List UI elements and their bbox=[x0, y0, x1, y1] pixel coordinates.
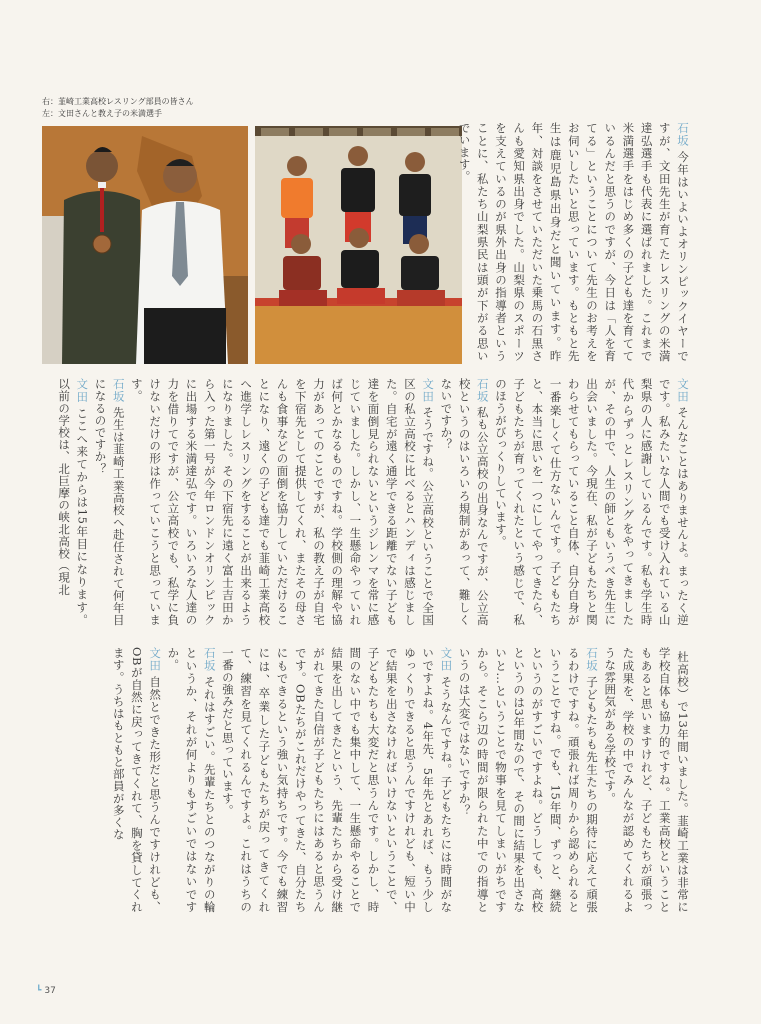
caption-right-photo: 右：韮崎工業高校レスリング部員の皆さん bbox=[42, 97, 194, 106]
article-paragraph bbox=[492, 378, 692, 626]
paragraph-text: それはすごい。先輩たちとのつながりの輪というか、それが何よりもすごいではないですか。 bbox=[166, 647, 217, 914]
article-paragraph bbox=[128, 378, 437, 626]
article-paragraph bbox=[91, 378, 127, 626]
paragraph-text: ここへ来てからは15年目になります。以前の学校は、北巨摩の峡北高校（現北 bbox=[57, 378, 90, 627]
speaker-label: 文田 bbox=[75, 378, 90, 404]
paragraph-text: そうですね。公立高校ということで全国区の私立高校に比べるとハンディは感じました。自宅が遠く通学できる距離でない子ども達を面倒見られないというジレンマを常に感じていました。しかし、一生懸命やっていれば何とかなるものですね。学校側の理解や協力があってのことですが、私の教え子が自宅を下宿先として提供してくれ、またその母さんも食事などの面倒を協力していただけることになり、遠くの子ども達でも韮崎工業高校へ進学しレスリングをすることが出来るようになりました。その下宿先に遠く富士吉田から入った第一号が今年ロンドンオリンピックに出場する米満達弘です。いろいろな人達の力を借りてですが、公立高校でも、私学に負けないだけの形は作っていこうと思っています。 bbox=[129, 378, 436, 626]
page-corner-icon: ┗ bbox=[36, 986, 42, 996]
photo-captions bbox=[42, 96, 194, 120]
paragraph-text: 子どもたちも先生たちの期待に応えて頑張るわけですね。頑張れば周りから認められるということですね。でも、15年間、ずっと、継続というのがすごいですよね。どうしても、高校というのは3年間なので、その間に結果を出さないと…ということで物事を見てしまいがちですから。そこら辺の時間が限られた中での指導というのは大変ではないですか？ bbox=[457, 647, 599, 914]
speaker-label: 石坂 bbox=[111, 378, 126, 403]
article-paragraph bbox=[55, 378, 91, 626]
speaker-label: 石坂 bbox=[202, 647, 217, 672]
paragraph-text: 今年はいよいよオリンピックイヤーですが、文田先生が育てたレスリングの米満達弘選手も代表に選ばれました。これまで米満選手をはじめ多くの子ども達を育てているんだと思うのですが、今日は「人を育てる」ということについて先生のお考えをお伺いしたいと思っています。もともと先生は鹿児島県出身だと聞いています。昨年、対談をさせていただいた乗馬の石黒さんも愛知県出身でした。山梨県のスポーツを支えているのが県外出身の指導者ということに、私たち山梨県民は頭が下がる思いでいます。 bbox=[457, 122, 690, 363]
paragraph-text: 杜高校）で13年間いました。韮崎工業は非常に学校自体も協力的ですね。工業高校ということもあると思いますけれど、子どもたちが頑張った成果を、学校の中でみんなが認めてくれるような雰囲気がある学校です。 bbox=[603, 647, 690, 913]
speaker-label: 文田 bbox=[439, 647, 454, 672]
article-paragraph bbox=[164, 647, 219, 913]
paragraph-text: そんなことはありませんよ。まったく逆です。私みたいな人間でも受け入れている山梨県の人に感謝しているんです。私も学生時代からずっとレスリングをやってきましたが、その中で、人生の師ともいうべき先生に出会いました。今現在、私が子どもたちと関わらせてもらっていること自体、自分自身が一番楽しくて仕方ないんです。子どもたちと、本当に思いを一つにしてやってきたら、子どもたちが育ってくれたという感じで、私のほうがびっくりしています。 bbox=[493, 378, 690, 626]
photo-coach-and-wrestler bbox=[42, 126, 248, 364]
page-number-text: 37 bbox=[44, 986, 56, 996]
paragraph-text: 先生は韮崎工業高校へ赴任されて何年目になるのですか？ bbox=[93, 378, 126, 626]
article-paragraph bbox=[110, 647, 165, 913]
speaker-label: 石坂 bbox=[676, 122, 690, 147]
article-paragraph bbox=[601, 647, 692, 913]
caption-left-photo: 左：文田さんと教え子の米満選手 bbox=[42, 109, 162, 118]
page-number bbox=[36, 986, 56, 996]
speaker-label: 石坂 bbox=[584, 647, 599, 672]
article-paragraph bbox=[219, 647, 456, 913]
article-paragraph bbox=[455, 647, 601, 913]
article-block-2 bbox=[55, 378, 692, 626]
paragraph-text: 私も公立高校の出身なんですが、公立高校というのはいろいろ規制があって、難しくないですか？ bbox=[439, 378, 490, 626]
article-paragraph bbox=[455, 122, 692, 362]
article-paragraph bbox=[437, 378, 492, 626]
paragraph-text: そうなんですね。子どもたちには時間がないですよね。4年先、5年先とあれば、もう少しゆっくりできると思うんですけれども、短い中で結果を出さなければいけないということで、子どもたちも大変だと思うんです。しかし、時間のない中でも集中して、一生懸命やることで結果を出してきたという、先輩たちから受け継がれてきた自信が子どもたちにはあると思うんです。OBたちがこれだけやってきた、自分たちにもできるという強い気持ちです。今でも練習には、卒業した子どもたちが戻ってきてくれて、練習を見てくれるんですよ。これはうちの一番の強みだと思っています。 bbox=[220, 647, 454, 914]
photo-wrestling-team-illustration bbox=[255, 126, 462, 364]
speaker-label: 文田 bbox=[676, 378, 690, 403]
article-block-3 bbox=[110, 647, 693, 913]
speaker-label: 文田 bbox=[148, 647, 163, 672]
article-block-1 bbox=[455, 122, 692, 362]
photo-coach-and-wrestler-illustration bbox=[42, 126, 248, 364]
speaker-label: 石坂 bbox=[475, 378, 490, 403]
photo-wrestling-team bbox=[255, 126, 462, 364]
paragraph-text: 自然とできた形だと思うんですけれども、OBが自然に戻ってきてくれて、胸を貸してくれます。うちはもともと部員が多くな bbox=[111, 647, 163, 914]
speaker-label: 文田 bbox=[421, 378, 436, 403]
